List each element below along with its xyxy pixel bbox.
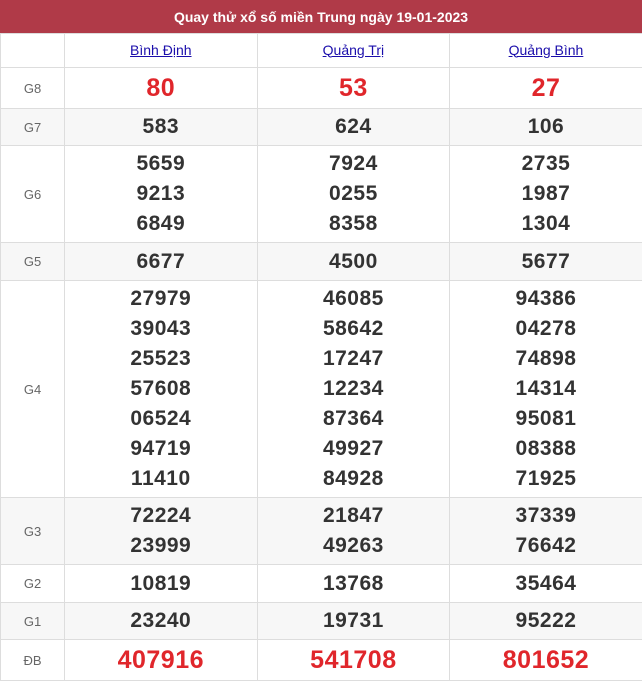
prize-number: 2735 xyxy=(450,149,642,179)
province-link-quang-tri[interactable]: Quảng Trị xyxy=(323,42,384,58)
prize-number: 106 xyxy=(450,112,642,142)
prize-number: 95081 xyxy=(450,404,642,434)
prize-number: 71925 xyxy=(450,464,642,494)
prize-number: 0255 xyxy=(258,179,450,209)
prize-cell xyxy=(65,146,258,243)
prize-label: G1 xyxy=(1,603,65,640)
prize-number: 23240 xyxy=(65,606,257,636)
prize-number: 94719 xyxy=(65,434,257,464)
prize-number: 13768 xyxy=(258,569,450,599)
prize-number: 6849 xyxy=(65,209,257,239)
prize-number: 19731 xyxy=(258,606,450,636)
prize-number: 6677 xyxy=(65,247,257,277)
prize-number: 84928 xyxy=(258,464,450,494)
prize-row-g4 xyxy=(1,281,642,498)
prize-cell xyxy=(65,565,258,603)
prize-number: 21847 xyxy=(258,501,450,531)
prize-cell xyxy=(257,281,450,498)
prize-row-g1 xyxy=(1,603,642,640)
prize-cell xyxy=(450,109,642,146)
prize-number: 06524 xyxy=(65,404,257,434)
results-table xyxy=(0,33,642,681)
prize-number: 9213 xyxy=(65,179,257,209)
prize-cell xyxy=(450,565,642,603)
prize-cell xyxy=(257,68,450,109)
prize-number: 27979 xyxy=(65,284,257,314)
prize-cell xyxy=(65,498,258,565)
prize-cell xyxy=(450,603,642,640)
prize-number: 17247 xyxy=(258,344,450,374)
prize-cell xyxy=(257,565,450,603)
province-link-binh-dinh[interactable]: Bình Định xyxy=(130,42,191,58)
prize-cell xyxy=(450,146,642,243)
prize-cell xyxy=(257,146,450,243)
prize-number: 76642 xyxy=(450,531,642,561)
prize-number: 1304 xyxy=(450,209,642,239)
prize-cell xyxy=(65,281,258,498)
prize-cell xyxy=(450,498,642,565)
prize-number: 23999 xyxy=(65,531,257,561)
page-title: Quay thử xổ số miền Trung ngày 19-01-2023 xyxy=(0,0,642,33)
prize-number: 94386 xyxy=(450,284,642,314)
province-header-row xyxy=(1,34,642,68)
prize-cell xyxy=(450,243,642,281)
prize-number: 08388 xyxy=(450,434,642,464)
prize-number: 5677 xyxy=(450,247,642,277)
prize-cell xyxy=(65,109,258,146)
prize-label: G5 xyxy=(1,243,65,281)
prize-row-db xyxy=(1,640,642,681)
prize-number: 11410 xyxy=(65,464,257,494)
prize-number: 4500 xyxy=(258,247,450,277)
prize-label: G4 xyxy=(1,281,65,498)
prize-cell xyxy=(257,243,450,281)
prize-number: 801652 xyxy=(450,642,642,678)
prize-number: 5659 xyxy=(65,149,257,179)
prize-cell xyxy=(65,640,258,681)
prize-number: 624 xyxy=(258,112,450,142)
prize-number: 80 xyxy=(65,68,257,108)
prize-row-g2 xyxy=(1,565,642,603)
prize-label: G8 xyxy=(1,68,65,109)
prize-number: 541708 xyxy=(258,642,450,678)
prize-number: 46085 xyxy=(258,284,450,314)
prize-number: 04278 xyxy=(450,314,642,344)
prize-number: 53 xyxy=(258,68,450,108)
empty-header-cell xyxy=(1,34,65,68)
prize-number: 58642 xyxy=(258,314,450,344)
prize-number: 27 xyxy=(450,68,642,108)
prize-number: 49263 xyxy=(258,531,450,561)
prize-cell xyxy=(450,68,642,109)
prize-row-g7 xyxy=(1,109,642,146)
prize-number: 10819 xyxy=(65,569,257,599)
prize-label: G2 xyxy=(1,565,65,603)
prize-number: 12234 xyxy=(258,374,450,404)
prize-number: 1987 xyxy=(450,179,642,209)
prize-cell xyxy=(450,640,642,681)
prize-cell xyxy=(65,603,258,640)
prize-label: G7 xyxy=(1,109,65,146)
prize-row-g3 xyxy=(1,498,642,565)
prize-cell xyxy=(257,498,450,565)
prize-number: 87364 xyxy=(258,404,450,434)
prize-row-g5 xyxy=(1,243,642,281)
prize-label: ĐB xyxy=(1,640,65,681)
prize-number: 7924 xyxy=(258,149,450,179)
prize-number: 583 xyxy=(65,112,257,142)
prize-number: 39043 xyxy=(65,314,257,344)
province-link-quang-binh[interactable]: Quảng Bình xyxy=(509,42,584,58)
prize-cell xyxy=(65,68,258,109)
prize-label: G6 xyxy=(1,146,65,243)
prize-number: 37339 xyxy=(450,501,642,531)
prize-label: G3 xyxy=(1,498,65,565)
prize-number: 74898 xyxy=(450,344,642,374)
prize-number: 49927 xyxy=(258,434,450,464)
prize-row-g8 xyxy=(1,68,642,109)
prize-number: 407916 xyxy=(65,642,257,678)
prize-number: 14314 xyxy=(450,374,642,404)
prize-number: 35464 xyxy=(450,569,642,599)
prize-number: 25523 xyxy=(65,344,257,374)
prize-cell xyxy=(257,640,450,681)
prize-number: 72224 xyxy=(65,501,257,531)
prize-cell xyxy=(257,603,450,640)
prize-number: 95222 xyxy=(450,606,642,636)
prize-number: 8358 xyxy=(258,209,450,239)
prize-number: 57608 xyxy=(65,374,257,404)
prize-cell xyxy=(257,109,450,146)
prize-cell xyxy=(65,243,258,281)
prize-row-g6 xyxy=(1,146,642,243)
prize-cell xyxy=(450,281,642,498)
